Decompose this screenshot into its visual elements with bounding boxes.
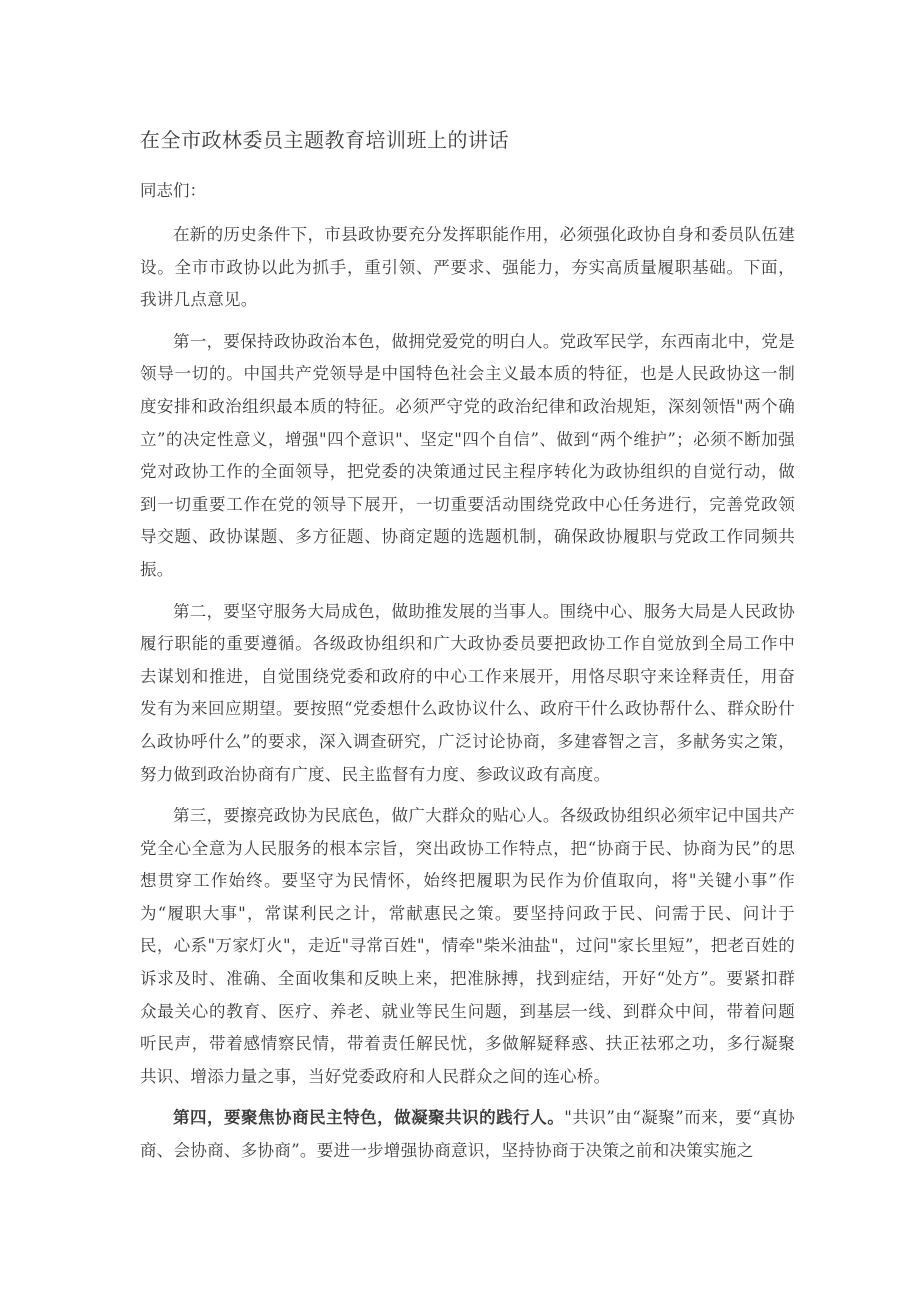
paragraph-lead: 第四，要聚焦协商民主特色，做凝聚共识的践行人。 [173,1108,565,1128]
paragraph-text: 各级政协组织必须牢记中国共产党全心全意为人民服务的根本宗旨，突出政协工作特点，把“协商于民、协商为民”的思想贯穿工作始终。要坚守为民情怀，始终把履职为民作为价值取向，将"关键小事”作为“履职大事"，常谋利民之计，常献惠民之策。要坚持问政于民、问需于民、问计于民，心系"万家灯火"，走近"寻常百姓"，情牵"柴米油盐"，过问"家长里短”，把老百姓的诉求及时、准确、全面收集和反映上来，把准脉搏，找到症结，开好“处方”。要紧扣群众最关心的教育、医疗、养老、就业等民生问题，到基层一线、到群众中间，带着问题听民声，带着感情察民情，带着责任解民忧，多做解疑释惑、扶正祛邪之功，多行凝聚共识、增添力量之事，当好党委政府和人民群众之间的连心桥。 [140,806,795,1086]
paragraph-lead: 第二，要坚守服务大局成色，做助推发展的当事人。 [173,601,560,621]
paragraph-text: 党政军民学，东西南北中，党是领导一切的。中国共产党领导是中国特色社会主义最本质的特征，也是人民政协这一制度安排和政治组织最本质的特征。必须严守党的政治纪律和政治规矩，深刻领悟"两个确立”的决定性意义，增强"四个意识"、坚定"四个自信”、做到“两个维护”；必须不断加强党对政协工作的全面领导，把党委的决策通过民主程序转化为政协组织的自觉行动，做到一切重要工作在党的领导下展开，一切重要活动围绕党政中心任务进行，完善党政领导交题、政协谋题、多方征题、协商定题的选题机制，确保政协履职与党政工作同频共振。 [140,331,795,579]
paragraph-text: "共识”由“凝聚”而来，要“真协商、会协商、多协商”。要进一步增强协商意识，坚持协商于决策之前和决策实施之 [140,1108,795,1161]
document-page [140,120,795,1177]
document-title: 在全市政林委员主题教育培训班上的讲话 [140,128,509,152]
paragraph-text: 围绕中心、服务大局是人民政协履行职能的重要遵循。各级政协组织和广大政协委员要把政协工作自觉放到全局工作中去谋划和推进，自觉围绕党委和政府的中心工作来展开，用恪尽职守来诠释责任，用奋发有为来回应期望。要按照“党委想什么政协议什么、政府干什么政协帮什么、群众盼什么政协呼什么”的要求，深入调查研究，广泛讨论协商，多建睿智之言，多献务实之策，努力做到政治协商有广度、民主监督有力度、参政议政有高度。 [140,601,795,784]
paragraph-lead: 第三，要擦亮政协为民底色，做广大群众的贴心人。 [173,806,560,826]
salutation: 同志们： [140,181,206,200]
paragraph-lead: 第一，要保持政协政治本色，做拥党爱党的明白人。 [173,331,560,351]
paragraph-text: 在新的历史条件下，市县政协要充分发挥职能作用，必须强化政协自身和委员队伍建设。全市市政协以此为抓手，重引领、严要求、强能力，夯实高质量履职基础。下面，我讲几点意见。 [140,225,795,310]
paragraph-point-3 [140,800,795,1093]
paragraph-point-1 [140,326,795,587]
paragraph-point-4 [140,1102,795,1167]
paragraph-point-2 [140,596,795,792]
paragraph-intro [140,219,795,317]
